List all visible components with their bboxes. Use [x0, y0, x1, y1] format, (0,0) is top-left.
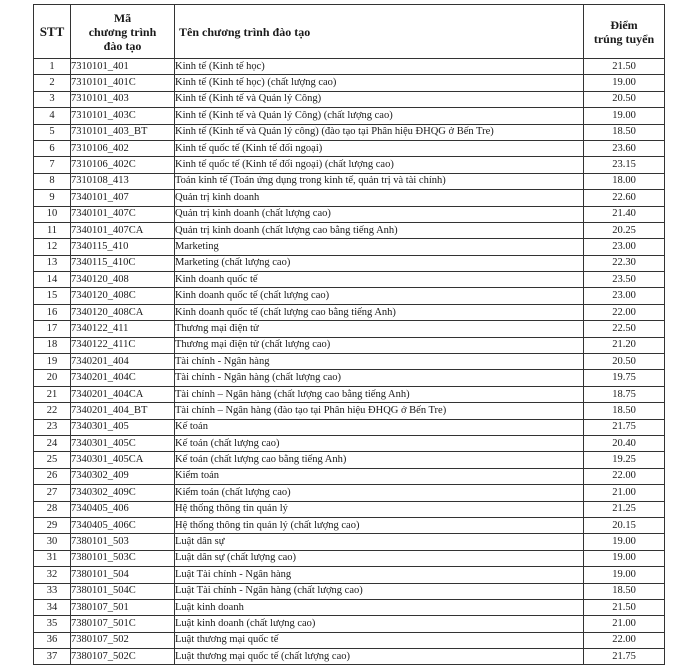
row-stt: 2 [34, 75, 71, 91]
row-admission-score: 21.50 [584, 59, 665, 75]
row-admission-score: 21.00 [584, 485, 665, 501]
row-stt: 16 [34, 304, 71, 320]
row-program-code: 7340120_408CA [71, 304, 175, 320]
row-program-code: 7340405_406 [71, 501, 175, 517]
row-admission-score: 21.25 [584, 501, 665, 517]
header-program-code [71, 5, 175, 59]
row-program-code: 7340122_411C [71, 337, 175, 353]
row-program-code: 7340201_404C [71, 370, 175, 386]
row-program-name: Tài chính – Ngân hàng (đào tạo tại Phân hiệu ĐHQG ở Bến Tre) [175, 403, 584, 419]
row-admission-score: 18.50 [584, 403, 665, 419]
row-stt: 33 [34, 583, 71, 599]
row-stt: 22 [34, 403, 71, 419]
table-row [34, 337, 665, 353]
row-admission-score: 20.50 [584, 91, 665, 107]
table-row [34, 599, 665, 615]
row-program-name: Tài chính - Ngân hàng (chất lượng cao) [175, 370, 584, 386]
row-admission-score: 20.40 [584, 435, 665, 451]
row-program-code: 7340302_409C [71, 485, 175, 501]
row-program-code: 7340120_408 [71, 272, 175, 288]
row-program-code: 7380107_501 [71, 599, 175, 615]
row-program-name: Kinh tế (Kinh tế và Quản lý Công) [175, 91, 584, 107]
table-row [34, 386, 665, 402]
table-row [34, 534, 665, 550]
row-program-name: Thương mại điện tử [175, 321, 584, 337]
header-stt: STT [34, 5, 71, 59]
row-program-name: Kinh doanh quốc tế (chất lượng cao bằng tiếng Anh) [175, 304, 584, 320]
header-admission-score [584, 5, 665, 59]
table-row [34, 468, 665, 484]
row-program-code: 7340115_410C [71, 255, 175, 271]
table-row [34, 59, 665, 75]
table-row [34, 354, 665, 370]
row-admission-score: 20.50 [584, 354, 665, 370]
table-row [34, 501, 665, 517]
row-program-name: Luật dân sự [175, 534, 584, 550]
table-row [34, 140, 665, 156]
row-program-code: 7340301_405CA [71, 452, 175, 468]
row-program-name: Kiểm toán [175, 468, 584, 484]
row-admission-score: 19.75 [584, 370, 665, 386]
row-admission-score: 21.20 [584, 337, 665, 353]
row-admission-score: 20.15 [584, 517, 665, 533]
row-stt: 5 [34, 124, 71, 140]
table-row [34, 632, 665, 648]
table-row [34, 517, 665, 533]
row-program-code: 7340201_404CA [71, 386, 175, 402]
row-stt: 14 [34, 272, 71, 288]
row-admission-score: 19.00 [584, 75, 665, 91]
row-admission-score: 20.25 [584, 222, 665, 238]
header-admission-score-line2: trúng tuyển [593, 31, 655, 46]
row-admission-score: 21.75 [584, 649, 665, 665]
row-stt: 9 [34, 190, 71, 206]
row-program-code: 7340122_411 [71, 321, 175, 337]
header-program-name: Tên chương trình đào tạo [175, 5, 584, 59]
row-program-code: 7340101_407 [71, 190, 175, 206]
row-stt: 6 [34, 140, 71, 156]
row-program-name: Quản trị kinh doanh (chất lượng cao) [175, 206, 584, 222]
table-row [34, 91, 665, 107]
row-program-name: Kinh tế (Kinh tế và Quản lý công) (đào tạo tại Phân hiệu ĐHQG ở Bến Tre) [175, 124, 584, 140]
row-program-name: Kiểm toán (chất lượng cao) [175, 485, 584, 501]
row-admission-score: 22.00 [584, 304, 665, 320]
row-admission-score: 23.00 [584, 239, 665, 255]
row-admission-score: 23.50 [584, 272, 665, 288]
row-program-name: Hệ thống thông tin quản lý (chất lượng cao) [175, 517, 584, 533]
row-stt: 1 [34, 59, 71, 75]
row-stt: 15 [34, 288, 71, 304]
row-program-name: Kế toán [175, 419, 584, 435]
row-program-code: 7310106_402C [71, 157, 175, 173]
row-stt: 34 [34, 599, 71, 615]
row-program-name: Kinh tế quốc tế (Kinh tế đối ngoại) (chất lượng cao) [175, 157, 584, 173]
row-program-name: Kinh tế (Kinh tế học) (chất lượng cao) [175, 75, 584, 91]
row-stt: 18 [34, 337, 71, 353]
row-program-name: Luật kinh doanh (chất lượng cao) [175, 616, 584, 632]
row-stt: 12 [34, 239, 71, 255]
row-program-name: Luật dân sự (chất lượng cao) [175, 550, 584, 566]
row-program-code: 7310101_401 [71, 59, 175, 75]
row-program-code: 7310101_403 [71, 91, 175, 107]
row-program-code: 7340301_405C [71, 435, 175, 451]
row-program-name: Kinh tế (Kinh tế học) [175, 59, 584, 75]
row-program-code: 7380107_502 [71, 632, 175, 648]
row-program-code: 7310101_403_BT [71, 124, 175, 140]
table-row [34, 288, 665, 304]
row-stt: 30 [34, 534, 71, 550]
table-row [34, 419, 665, 435]
row-admission-score: 19.25 [584, 452, 665, 468]
row-program-name: Kế toán (chất lượng cao bằng tiếng Anh) [175, 452, 584, 468]
row-admission-score: 19.00 [584, 567, 665, 583]
row-admission-score: 23.15 [584, 157, 665, 173]
row-stt: 19 [34, 354, 71, 370]
row-program-code: 7340301_405 [71, 419, 175, 435]
table-row [34, 452, 665, 468]
row-program-code: 7380101_503 [71, 534, 175, 550]
row-program-name: Marketing [175, 239, 584, 255]
row-program-name: Kế toán (chất lượng cao) [175, 435, 584, 451]
table-row [34, 239, 665, 255]
row-program-name: Luật Tài chính - Ngân hàng (chất lượng cao) [175, 583, 584, 599]
row-admission-score: 19.00 [584, 108, 665, 124]
table-row [34, 124, 665, 140]
row-program-code: 7340115_410 [71, 239, 175, 255]
row-program-code: 7340405_406C [71, 517, 175, 533]
row-program-name: Kinh tế (Kinh tế và Quản lý Công) (chất lượng cao) [175, 108, 584, 124]
table-row [34, 255, 665, 271]
row-stt: 13 [34, 255, 71, 271]
row-admission-score: 21.40 [584, 206, 665, 222]
row-program-name: Kinh tế quốc tế (Kinh tế đối ngoại) [175, 140, 584, 156]
row-program-name: Luật Tài chính - Ngân hàng [175, 567, 584, 583]
table-row [34, 108, 665, 124]
row-stt: 8 [34, 173, 71, 189]
row-admission-score: 21.75 [584, 419, 665, 435]
admission-scores-table [33, 4, 665, 665]
row-admission-score: 19.00 [584, 550, 665, 566]
table-header [34, 5, 665, 59]
table-row [34, 272, 665, 288]
row-program-name: Kinh doanh quốc tế [175, 272, 584, 288]
table-row [34, 321, 665, 337]
row-stt: 28 [34, 501, 71, 517]
row-program-name: Hệ thống thông tin quản lý [175, 501, 584, 517]
table-row [34, 583, 665, 599]
header-row [34, 5, 665, 59]
row-stt: 36 [34, 632, 71, 648]
row-program-name: Tài chính – Ngân hàng (chất lượng cao bằng tiếng Anh) [175, 386, 584, 402]
row-program-code: 7340201_404 [71, 354, 175, 370]
admission-scores-document [33, 4, 664, 662]
row-stt: 3 [34, 91, 71, 107]
row-stt: 32 [34, 567, 71, 583]
table-row [34, 616, 665, 632]
table-row [34, 304, 665, 320]
row-stt: 11 [34, 222, 71, 238]
row-program-name: Luật thương mại quốc tế [175, 632, 584, 648]
table-row [34, 403, 665, 419]
header-program-code-line1: Mã [113, 10, 132, 25]
row-program-name: Kinh doanh quốc tế (chất lượng cao) [175, 288, 584, 304]
row-program-code: 7380101_504C [71, 583, 175, 599]
row-stt: 31 [34, 550, 71, 566]
row-stt: 27 [34, 485, 71, 501]
table-row [34, 485, 665, 501]
row-stt: 29 [34, 517, 71, 533]
table-row [34, 435, 665, 451]
row-program-name: Luật thương mại quốc tế (chất lượng cao) [175, 649, 584, 665]
row-stt: 23 [34, 419, 71, 435]
row-program-code: 7310108_413 [71, 173, 175, 189]
row-admission-score: 22.30 [584, 255, 665, 271]
row-stt: 7 [34, 157, 71, 173]
row-program-code: 7340302_409 [71, 468, 175, 484]
row-admission-score: 19.00 [584, 534, 665, 550]
table-row [34, 567, 665, 583]
row-program-code: 7340120_408C [71, 288, 175, 304]
row-program-name: Luật kinh doanh [175, 599, 584, 615]
row-program-code: 7340101_407C [71, 206, 175, 222]
row-program-name: Toán kinh tế (Toán ứng dụng trong kinh tế, quản trị và tài chính) [175, 173, 584, 189]
table-row [34, 370, 665, 386]
row-stt: 24 [34, 435, 71, 451]
header-program-code-line3: đào tạo [103, 38, 142, 53]
row-stt: 21 [34, 386, 71, 402]
row-stt: 26 [34, 468, 71, 484]
row-program-name: Quản trị kinh doanh (chất lượng cao bằng tiếng Anh) [175, 222, 584, 238]
row-stt: 4 [34, 108, 71, 124]
table-row [34, 222, 665, 238]
row-admission-score: 22.00 [584, 632, 665, 648]
row-program-code: 7340101_407CA [71, 222, 175, 238]
row-program-code: 7310106_402 [71, 140, 175, 156]
row-program-code: 7380107_502C [71, 649, 175, 665]
header-program-code-line2: chương trình [88, 24, 157, 39]
header-admission-score-line1: Điểm [610, 17, 638, 32]
row-program-name: Thương mại điện tử (chất lượng cao) [175, 337, 584, 353]
row-stt: 25 [34, 452, 71, 468]
row-program-code: 7380101_503C [71, 550, 175, 566]
row-stt: 37 [34, 649, 71, 665]
row-admission-score: 18.50 [584, 124, 665, 140]
row-stt: 17 [34, 321, 71, 337]
row-admission-score: 21.00 [584, 616, 665, 632]
row-program-code: 7310101_403C [71, 108, 175, 124]
table-row [34, 190, 665, 206]
table-row [34, 173, 665, 189]
row-admission-score: 23.60 [584, 140, 665, 156]
row-stt: 10 [34, 206, 71, 222]
row-admission-score: 21.50 [584, 599, 665, 615]
row-program-name: Quản trị kinh doanh [175, 190, 584, 206]
table-row [34, 206, 665, 222]
row-admission-score: 18.75 [584, 386, 665, 402]
table-row [34, 649, 665, 665]
row-admission-score: 18.00 [584, 173, 665, 189]
row-program-code: 7340201_404_BT [71, 403, 175, 419]
row-program-code: 7380101_504 [71, 567, 175, 583]
row-program-name: Marketing (chất lượng cao) [175, 255, 584, 271]
row-admission-score: 22.60 [584, 190, 665, 206]
table-body [34, 59, 665, 665]
row-admission-score: 22.50 [584, 321, 665, 337]
row-program-code: 7380107_501C [71, 616, 175, 632]
row-program-code: 7310101_401C [71, 75, 175, 91]
row-admission-score: 18.50 [584, 583, 665, 599]
table-row [34, 157, 665, 173]
row-admission-score: 23.00 [584, 288, 665, 304]
row-admission-score: 22.00 [584, 468, 665, 484]
table-row [34, 75, 665, 91]
row-stt: 20 [34, 370, 71, 386]
row-stt: 35 [34, 616, 71, 632]
row-program-name: Tài chính - Ngân hàng [175, 354, 584, 370]
table-row [34, 550, 665, 566]
